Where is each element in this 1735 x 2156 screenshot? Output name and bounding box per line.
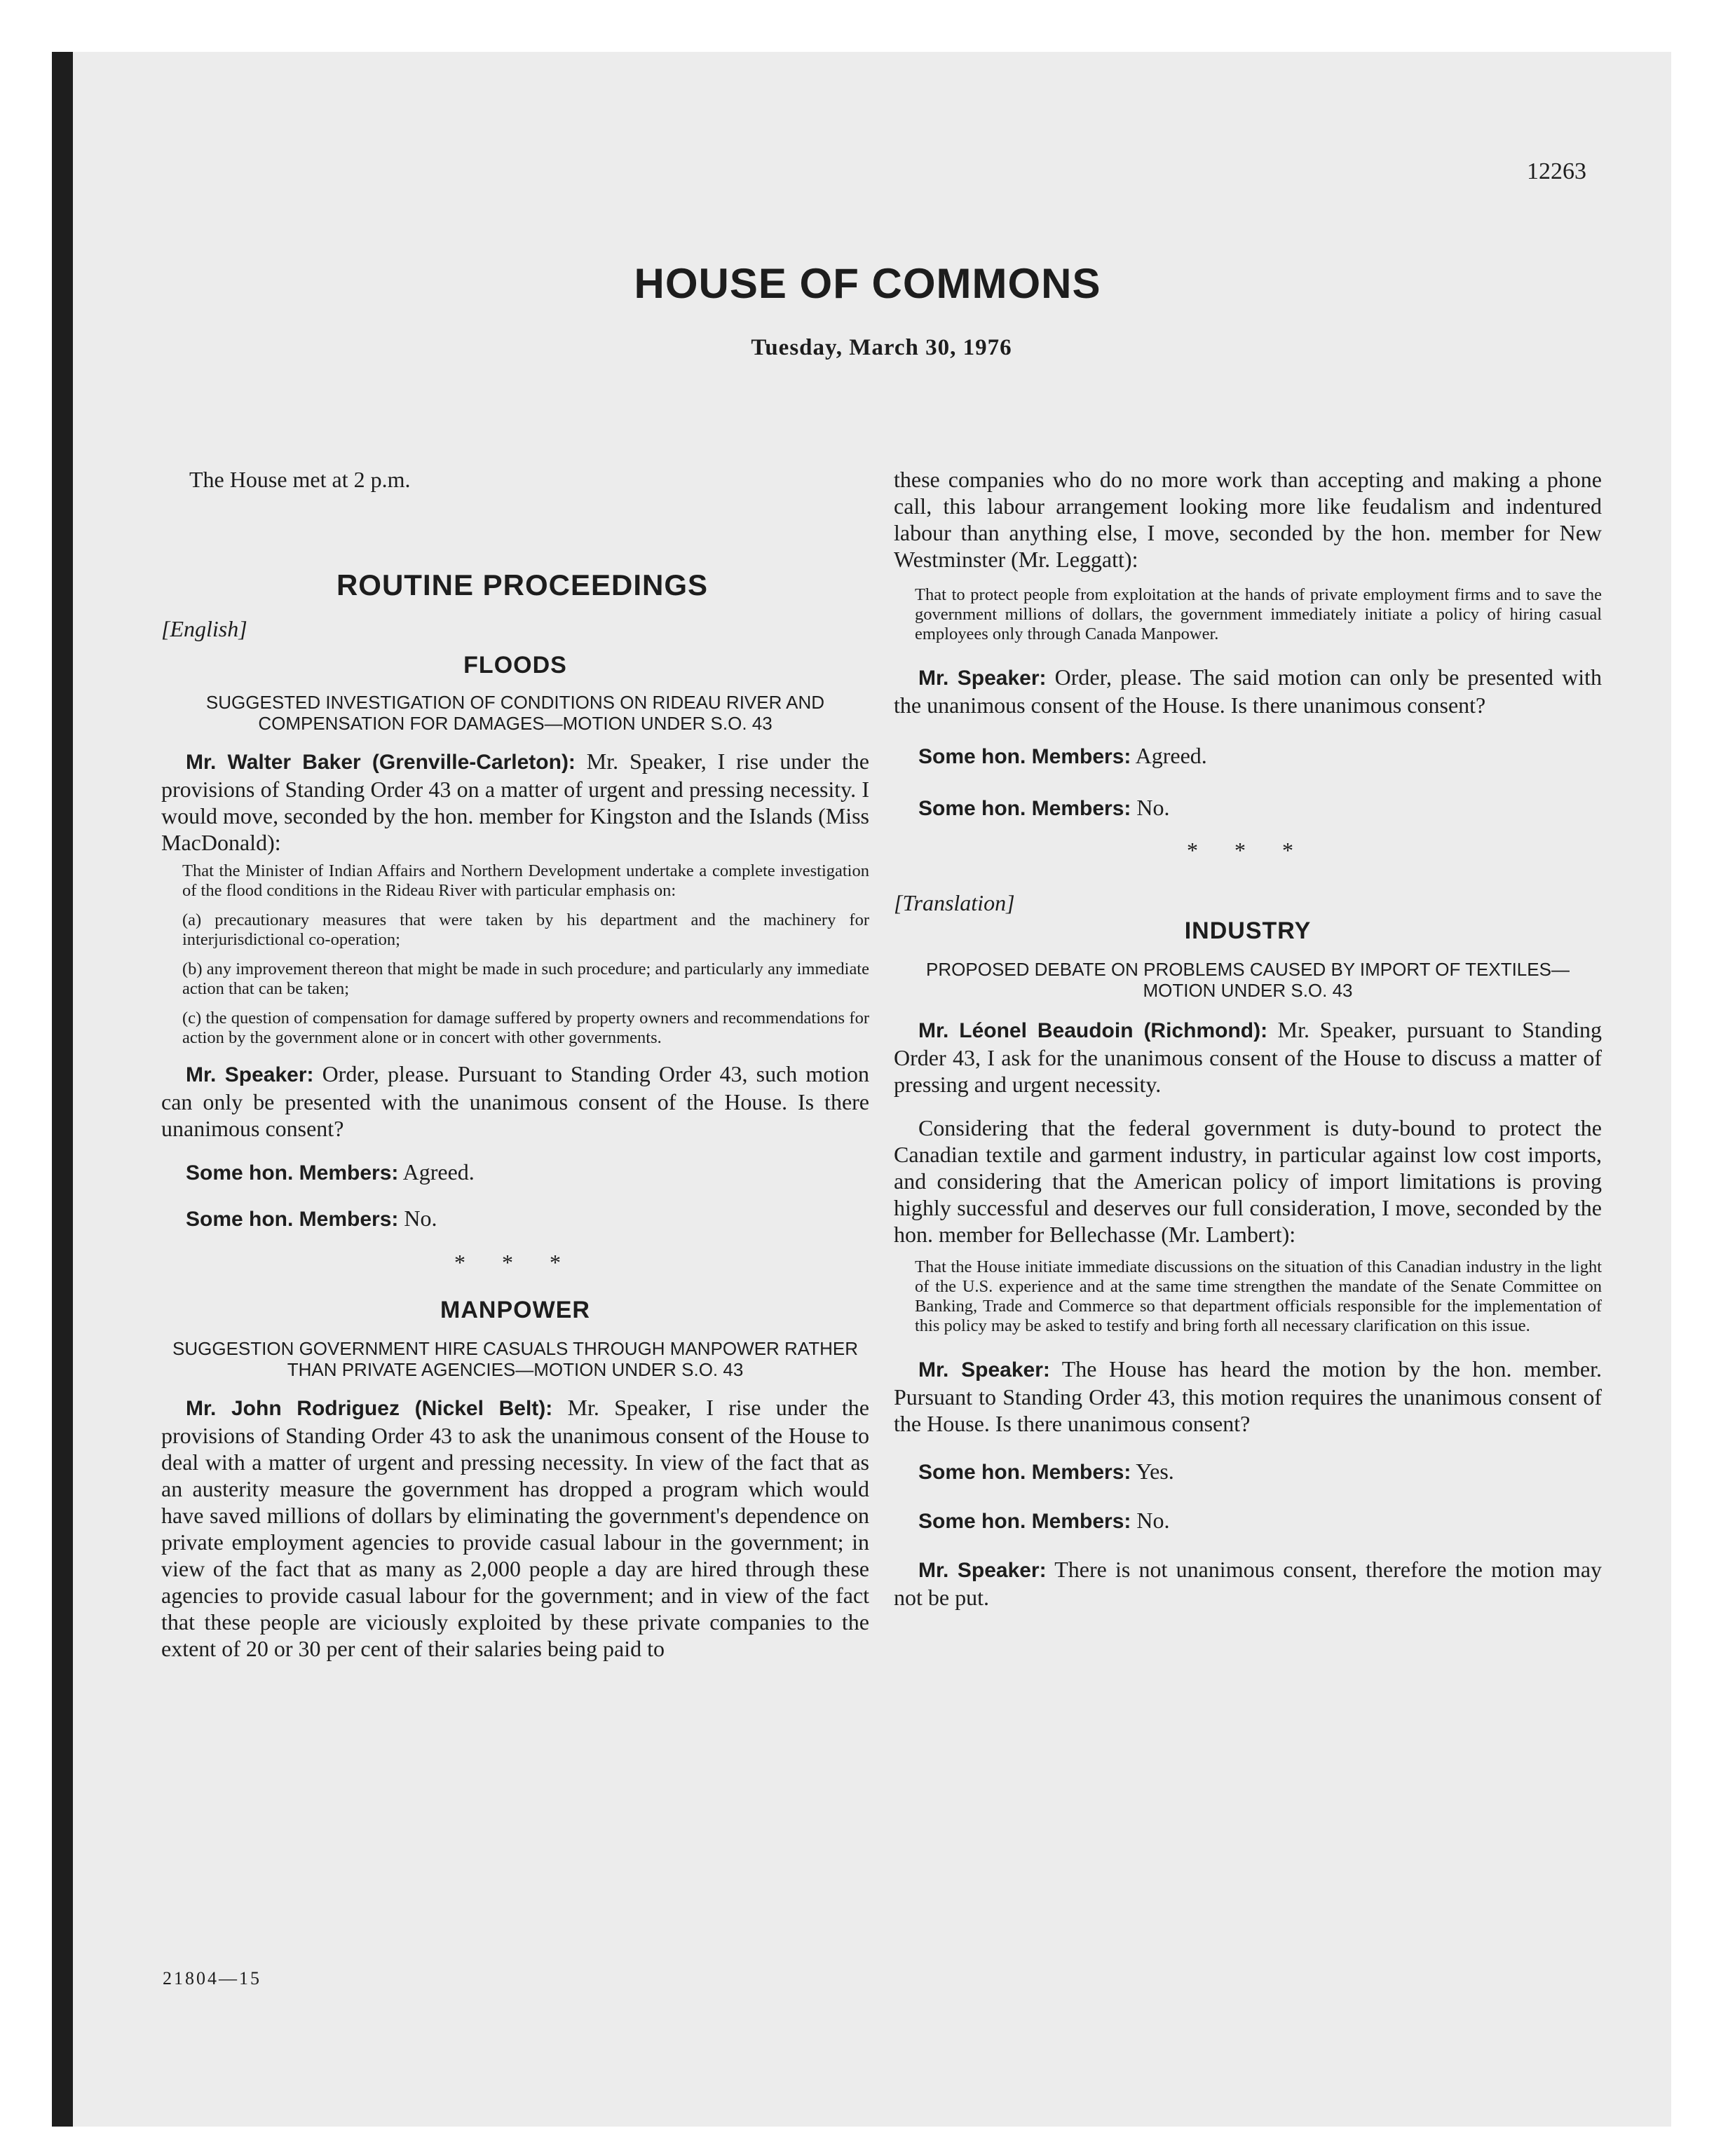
scan-edge xyxy=(52,52,73,2127)
speech-text: Order, please. The said motion can only be presented with the unanimous consent of the House. Is there unanimous consent? xyxy=(894,664,1603,718)
speaker-name: Mr. John Rodriguez (Nickel Belt): xyxy=(186,1397,553,1420)
speaker-name: Some hon. Members: xyxy=(186,1208,399,1231)
print-code: 21804—15 xyxy=(163,1968,261,1988)
speaker-ruling xyxy=(894,1356,1602,1437)
industry-motion: That the House initiate immediate discussions on the situation of this Canadian industry in the light of the U.S. experience and at the same time strengthen the mandate of the Senate Committee on Banking, Trade and Commerce so that department officials responsible for the implementation of this policy may be asked to testify and bring forth all necessary clarification on this issue. xyxy=(915,1257,1602,1335)
right-column xyxy=(894,466,1602,1611)
section-separator: * * * xyxy=(1187,838,1309,863)
speaker-name: Some hon. Members: xyxy=(918,1461,1131,1484)
page-title: HOUSE OF COMMONS xyxy=(634,260,1101,307)
speech-text: No. xyxy=(1136,1508,1170,1533)
industry-subheading: PROPOSED DEBATE ON PROBLEMS CAUSED BY IMPORT OF TEXTILES—MOTION UNDER S.O. 43 xyxy=(926,959,1570,1001)
speech-text: The House has heard the motion by the hon. member. Pursuant to Standing Order 43, this motion requires the unanimous consent of the House. Is there unanimous consent? xyxy=(894,1356,1602,1436)
members-reply xyxy=(161,1159,869,1187)
speaker-ruling xyxy=(161,1060,869,1142)
manpower-subheading: SUGGESTION GOVERNMENT HIRE CASUALS THROUGH MANPOWER RATHER THAN PRIVATE AGENCIES—MOTION UNDER S.O. 43 xyxy=(172,1338,858,1380)
left-column xyxy=(161,466,869,1662)
language-tag-translation: [Translation] xyxy=(894,890,1015,915)
speaker-final-ruling xyxy=(894,1556,1602,1611)
speaker-ruling xyxy=(894,664,1602,718)
rodriguez-speech-continued: these companies who do no more work than accepting and making a phone call, this labour arrangement looking more like feudalism and indentured labour than anything else, I move, seconded by the hon. member for New Westminster (Mr. Leggatt): xyxy=(894,467,1602,572)
beaudoin-speech xyxy=(894,1016,1602,1098)
members-reply xyxy=(894,1507,1602,1535)
speaker-name: Some hon. Members: xyxy=(918,745,1131,768)
speaker-name: Mr. Speaker: xyxy=(918,667,1047,690)
speech-text: Mr. Speaker, I rise under the provisions of Standing Order 43 to ask the unanimous consent of the House to deal with a matter of urgent and pressing necessity. In view of the fact that as an austerity measure the government has dropped a program which would have saved millions of dollars by eliminating the government's dependence on private employment agencies to provide casual labour in the government; in view of the fact that as many as 2,000 people a day are hired through these agencies to provide casual labour for the government; and in view of the fact that these people are viciously exploited by these private companies to the extent of 20 or 30 per cent of their salaries being paid to xyxy=(161,1395,870,1661)
members-reply xyxy=(894,794,1602,822)
floods-subheading: SUGGESTED INVESTIGATION OF CONDITIONS ON RIDEAU RIVER AND COMPENSATION FOR DAMAGES—MOTION UNDER S.O. 43 xyxy=(205,692,825,734)
speaker-name: Mr. Speaker: xyxy=(918,1358,1050,1381)
language-tag-english: [English] xyxy=(161,616,247,641)
speaker-name: Mr. Walter Baker (Grenville-Carleton): xyxy=(186,751,576,774)
members-reply xyxy=(894,1458,1602,1486)
speech-text: Mr. Speaker, I rise under the provisions of Standing Order 43 on a matter of urgent and pressing necessity. I would move, seconded by the hon. member for Kingston and the Islands (Miss MacDonald): xyxy=(161,749,869,855)
speech-text: No. xyxy=(404,1206,437,1231)
manpower-heading: MANPOWER xyxy=(440,1297,590,1323)
speaker-name: Some hon. Members: xyxy=(918,1510,1131,1533)
manpower-motion: That to protect people from exploitation at the hands of private employment firms and to save the government millions of dollars, the government immediately initiate a policy of hiring casual employees only through Canada Manpower. xyxy=(915,585,1602,643)
speech-text: Mr. Speaker, pursuant to Standing Order 43, I ask for the unanimous consent of the House to discuss a matter of pressing and urgent necessity. xyxy=(894,1017,1602,1097)
members-reply xyxy=(894,742,1602,770)
floods-motion-item-b: (b) any improvement thereon that might be made in such procedure; and particularly any immediate action that can be taken; xyxy=(182,960,869,998)
baker-speech xyxy=(161,748,869,856)
industry-heading: INDUSTRY xyxy=(1184,917,1312,944)
speech-text: Agreed. xyxy=(402,1159,475,1185)
floods-motion-item-a: (a) precautionary measures that were taken by his department and the machinery for interjurisdictional co-operation; xyxy=(182,910,869,949)
floods-heading: FLOODS xyxy=(463,652,567,678)
opening-line: The House met at 2 p.m. xyxy=(189,467,411,492)
routine-proceedings-heading: ROUTINE PROCEEDINGS xyxy=(336,568,709,601)
speaker-name: Mr. Speaker: xyxy=(918,1559,1047,1582)
speech-text: No. xyxy=(1136,795,1170,820)
rodriguez-speech xyxy=(161,1394,869,1662)
speaker-name: Mr. Speaker: xyxy=(186,1063,314,1086)
members-reply xyxy=(161,1205,869,1233)
speaker-name: Some hon. Members: xyxy=(918,797,1131,820)
speaker-name: Some hon. Members: xyxy=(186,1161,399,1185)
speaker-name: Mr. Léonel Beaudoin (Richmond): xyxy=(918,1019,1268,1042)
section-separator: * * * xyxy=(454,1250,576,1275)
speech-text: Order, please. Pursuant to Standing Order 43, such motion can only be presented with the unanimous consent of the House. Is there unanimous consent? xyxy=(161,1061,870,1141)
floods-motion: That the Minister of Indian Affairs and Northern Development undertake a complete investigation of the flood conditions in the Rideau River with particular emphasis on: xyxy=(182,861,869,900)
speech-text: There is not unanimous consent, therefore the motion may not be put. xyxy=(894,1557,1603,1610)
beaudoin-speech-paragraph: Considering that the federal government is duty-bound to protect the Canadian textile and garment industry, in particular against low cost imports, and considering that the American policy of import limitations is proving highly successful and deserves our full consideration, I move, seconded by the hon. member for Bellechasse (Mr. Lambert): xyxy=(894,1115,1602,1247)
speech-text: Yes. xyxy=(1136,1459,1174,1484)
sitting-date: Tuesday, March 30, 1976 xyxy=(751,335,1012,360)
speech-text: Agreed. xyxy=(1135,743,1207,768)
page-number: 12263 xyxy=(1527,158,1586,184)
floods-motion-item-c: (c) the question of compensation for damage suffered by property owners and recommendations for action by the government alone or in concert with other governments. xyxy=(182,1009,869,1047)
